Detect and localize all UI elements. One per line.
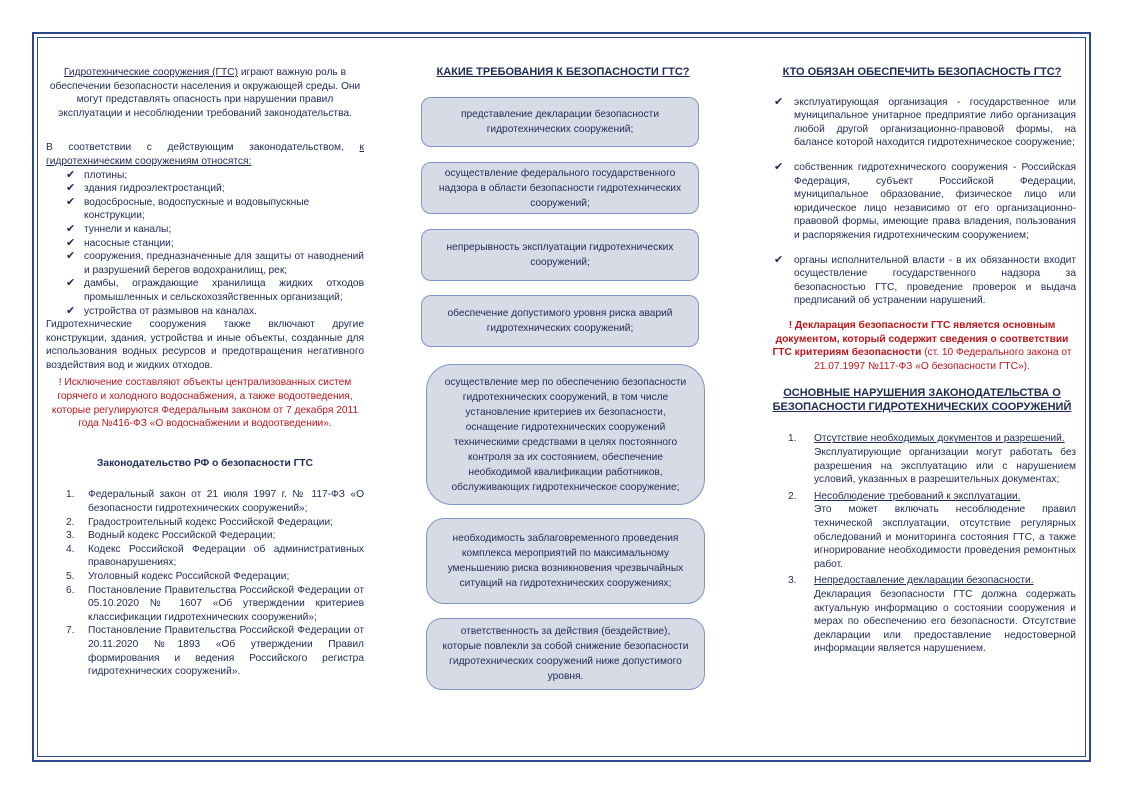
right-column [768, 66, 1076, 659]
intro-rest: играют важную роль в обеспечении безопасности населения и окружающей среды. Они могут представлять опасность при нарушении правил эксплуатации и несоблюдении требований законодательства. [49, 67, 361, 119]
exception-note: ! Исключение составляют объекты централизованных систем горячего и холодного водоснабжения, а также водоотведения, которые регулируются Федеральным законом от 7 декабря 2011 года №416-ФЗ «О водоснабжении и водоотведении». [51, 377, 359, 430]
check-icon: ✔ [66, 236, 76, 249]
law-item: 7. Постановление Правительства Российской Федерации от 20.11.2020 №1893 «Об утверждении Правил формирования и ведения Российского регистра гидротехнических сооружений». [66, 625, 364, 678]
list-item: ✔ эксплуатирующая организация - государственное или муниципальное унитарное предприятие либо организация любой другой организационно-правовой формы, на балансе которой находится гидротехническое сооружение; [774, 95, 1076, 149]
list-item: ✔ здания гидроэлектростанций; [66, 182, 225, 195]
law-item: 5. Уголовный кодекс Российской Федерации; [66, 571, 290, 582]
requirement-box: непрерывность эксплуатации гидротехнических сооружений; [421, 229, 699, 281]
intro-lead: Гидротехнические сооружения (ГТС) [63, 67, 239, 78]
violations-list [768, 432, 1076, 656]
violation-item: 2. Несоблюдение требований к эксплуатации. Это может включать несоблюдение правил технической эксплуатации, отсутствие регулярных обследований и мониторинга состояния ГТС, а также игнорирование необходимости проведения ремонтных работ. [788, 490, 1076, 570]
also-paragraph: Гидротехнические сооружения также включают другие конструкции, здания, устройства и иные объекты, созданные для использования водных ресурсов и предотвращения негативного воздействия вод и жидких отходов. [46, 319, 364, 371]
requirement-box: обеспечение допустимого уровня риска аварий гидротехнических сооружений; [421, 295, 699, 347]
requirement-box: осуществление мер по обеспечению безопасности гидротехнических сооружений, в том числе установление критериев их безопасности, оснащение гидротехнических сооружений техническими средствами в целях постоянного контроля за их состоянием, обеспечение необходимой квалификации работников, обслуживающих гидротехническое сооружение; [426, 364, 705, 505]
who-title: КТО ОБЯЗАН ОБЕСПЕЧИТЬ БЕЗОПАСНОСТЬ ГТС? [782, 66, 1062, 78]
check-icon: ✔ [774, 160, 784, 173]
check-icon: ✔ [66, 277, 76, 290]
related-paragraph [46, 141, 364, 168]
requirement-box: представление декларации безопасности гидротехнических сооружений; [421, 97, 699, 147]
violations-title: ОСНОВНЫЕ НАРУШЕНИЯ ЗАКОНОДАТЕЛЬСТВА О БЕЗОПАСНОСТИ ГИДРОТЕХНИЧЕСКИХ СООРУЖЕНИЙ [772, 387, 1072, 413]
law-item: 3. Водный кодекс Российской Федерации; [66, 530, 276, 542]
list-item: ✔ дамбы, ограждающие хранилища жидких отходов промышленных и сельскохозяйственных организаций; [66, 277, 364, 303]
check-icon: ✔ [66, 182, 76, 195]
middle-column [418, 66, 708, 80]
check-icon: ✔ [774, 95, 784, 108]
structures-list [46, 169, 364, 319]
law-item: 6. Постановление Правительства Российской Федерации от 05.10.2020 № 1607 «Об утверждении критериев классификации гидротехнических сооружений»; [66, 584, 364, 623]
list-item: ✔ собственник гидротехнического сооружения - Российская Федерация, субъект Российской Федерации, муниципальное образование, физическое лицо или юридическое лицо независимо от его организационно-правовой формы, имеющие права владения, пользования и распоряжения гидротехническим сооружением; [774, 160, 1076, 241]
declaration-note: ! Декларация безопасности ГТС является основным документом, который содержит сведения о соответствии ГТС критериям безопасности (ст. 10 Федерального закона от 21.07.1997 №117-ФЗ «О безопасности ГТС»). [772, 319, 1072, 372]
laws-title: Законодательство РФ о безопасности ГТС [97, 457, 313, 469]
left-column [46, 66, 364, 679]
related-lead: В соответствии с действующим законодательством, [46, 142, 360, 154]
check-icon: ✔ [66, 250, 76, 263]
check-icon: ✔ [66, 222, 76, 235]
list-item: ✔ туннели и каналы; [66, 222, 172, 235]
check-icon: ✔ [66, 168, 76, 181]
list-item: ✔ насосные станции; [66, 236, 174, 249]
requirement-box: ответственность за действия (бездействие), которые повлекли за собой снижение безопасности гидротехнических сооружений ниже допустимого уровня. [426, 618, 705, 690]
responsible-list [768, 96, 1076, 308]
violation-item: 1. Отсутствие необходимых документов и разрешений. Эксплуатирующие организации могут работать без разрешения на эксплуатацию или с нарушением условий, указанных в разрешительных документах; [788, 433, 1076, 486]
requirement-box: осуществление федерального государственного надзора в области безопасности гидротехнических сооружений; [421, 162, 699, 214]
laws-list [46, 488, 364, 678]
list-item: ✔ органы исполнительной власти - в их обязанности входит осуществление государственного надзора за безопасностью ГТС, проведение проверок и выдача предписаний об устранении нарушений. [774, 253, 1076, 307]
list-item: ✔ устройства от размывов на каналах. [66, 304, 257, 317]
violation-item: 3. Непредоставление декларации безопасности. Декларация безопасности ГТС должна содержать актуальную информацию о состоянии сооружения и мерах по обеспечению его безопасности. Отсутствие декларации или предоставление недостоверной информации является нарушением. [788, 575, 1076, 655]
requirements-title: КАКИЕ ТРЕБОВАНИЯ К БЕЗОПАСНОСТИ ГТС? [436, 66, 690, 78]
list-item: ✔ сооружения, предназначенные для защиты от наводнений и разрушений берегов водохранилищ, рек; [66, 250, 364, 276]
requirement-box: необходимость заблаговременного проведения комплекса мероприятий по максимальному уменьшению риска возникновения чрезвычайных ситуаций на гидротехнических сооружениях; [426, 518, 705, 604]
list-item: ✔ водосбросные, водоспускные и водовыпускные конструкции; [66, 195, 310, 222]
law-item: 2. Градостроительный кодекс Российской Федерации; [66, 516, 333, 528]
list-item: ✔ плотины; [66, 168, 128, 181]
check-icon: ✔ [66, 195, 76, 208]
check-icon: ✔ [774, 253, 784, 266]
check-icon: ✔ [66, 304, 76, 317]
law-item: 1. Федеральный закон от 21 июля 1997 г. № 117-ФЗ «О безопасности гидротехнических сооружений»; [66, 489, 364, 515]
intro-paragraph [46, 66, 364, 120]
law-item: 4. Кодекс Российской Федерации об административных правонарушениях; [66, 543, 364, 569]
related-under: к гидротехническим сооружениям относятся: [46, 142, 364, 167]
